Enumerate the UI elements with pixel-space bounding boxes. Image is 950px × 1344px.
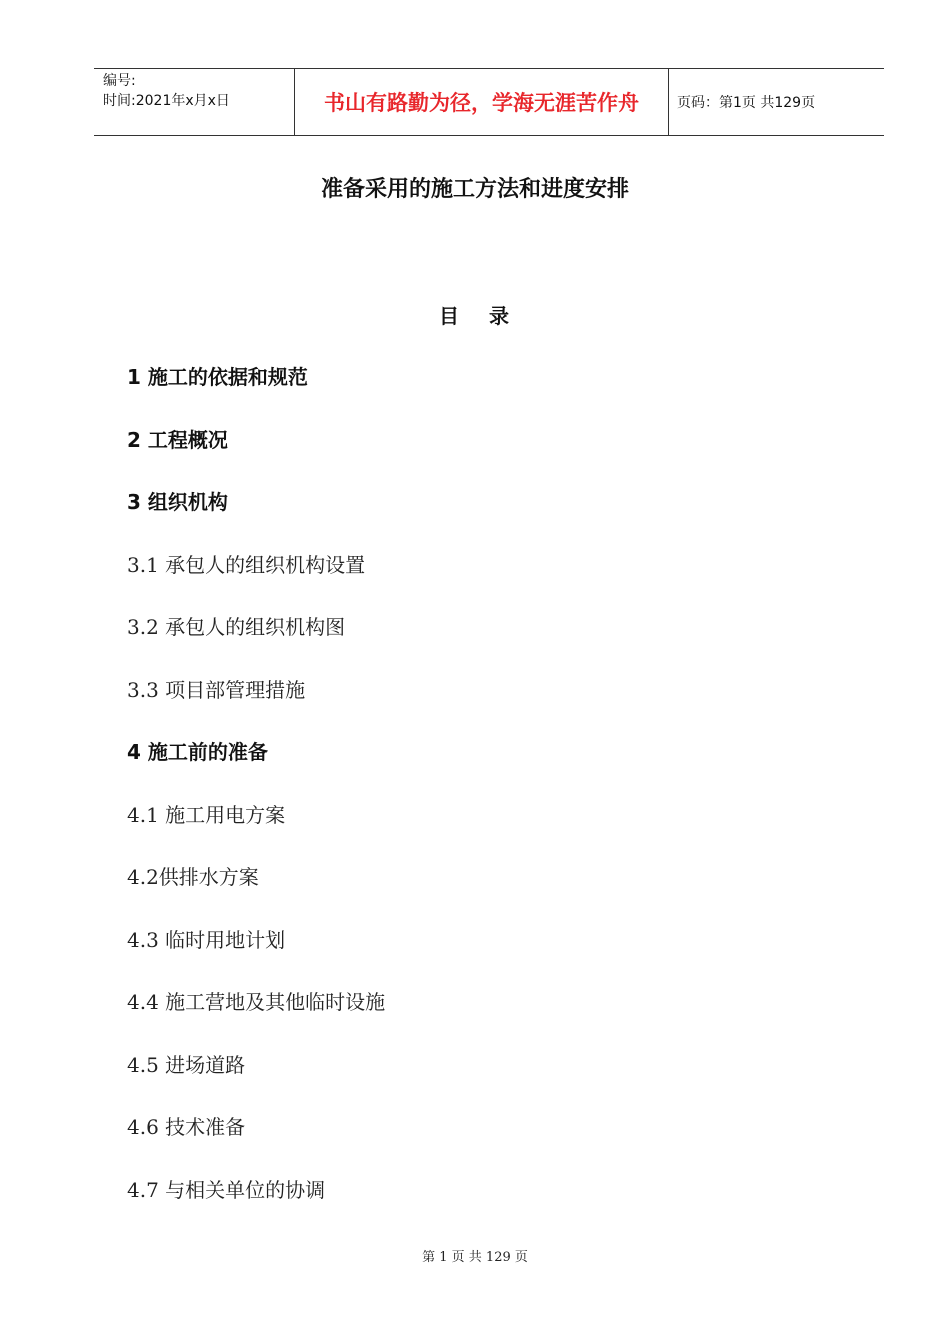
toc-item[interactable]: 1 施工的依据和规范 — [127, 365, 308, 389]
header-page-cell — [669, 69, 884, 135]
toc-item[interactable]: 4.6 技术准备 — [127, 1115, 246, 1139]
toc-item[interactable]: 4.5 进场道路 — [127, 1052, 246, 1077]
table-of-contents — [127, 361, 385, 1236]
toc-item[interactable]: 4.4 施工营地及其他临时设施 — [127, 990, 386, 1014]
header-motto-cell — [295, 69, 669, 135]
number-label: 编号: — [103, 73, 136, 89]
header-page-info: 页码：第1页 共129页 — [677, 95, 816, 111]
time-label: 时间:2021年x月x日 — [103, 93, 230, 109]
toc-item[interactable]: 4.3 临时用地计划 — [127, 927, 286, 952]
toc-item[interactable]: 4.2供排水方案 — [127, 865, 259, 889]
page-footer: 第 1 页 共 129 页 — [422, 1250, 528, 1265]
page-header — [94, 68, 884, 136]
toc-item[interactable]: 3 组织机构 — [127, 490, 228, 514]
header-meta-cell — [94, 69, 295, 135]
toc-item[interactable]: 4 施工前的准备 — [127, 740, 268, 764]
toc-item[interactable]: 3.2 承包人的组织机构图 — [127, 615, 346, 639]
toc-item[interactable]: 3.1 承包人的组织机构设置 — [127, 552, 366, 577]
toc-item[interactable]: 3.3 项目部管理措施 — [127, 677, 306, 702]
toc-item[interactable]: 4.1 施工用电方案 — [127, 802, 286, 827]
motto-text: 书山有路勤为径，学海无涯苦作舟 — [324, 91, 639, 115]
document-title: 准备采用的施工方法和进度安排 — [320, 177, 629, 202]
toc-title: 目录 — [439, 304, 539, 328]
toc-item[interactable]: 4.7 与相关单位的协调 — [127, 1177, 326, 1202]
toc-item[interactable]: 2 工程概况 — [127, 427, 228, 452]
